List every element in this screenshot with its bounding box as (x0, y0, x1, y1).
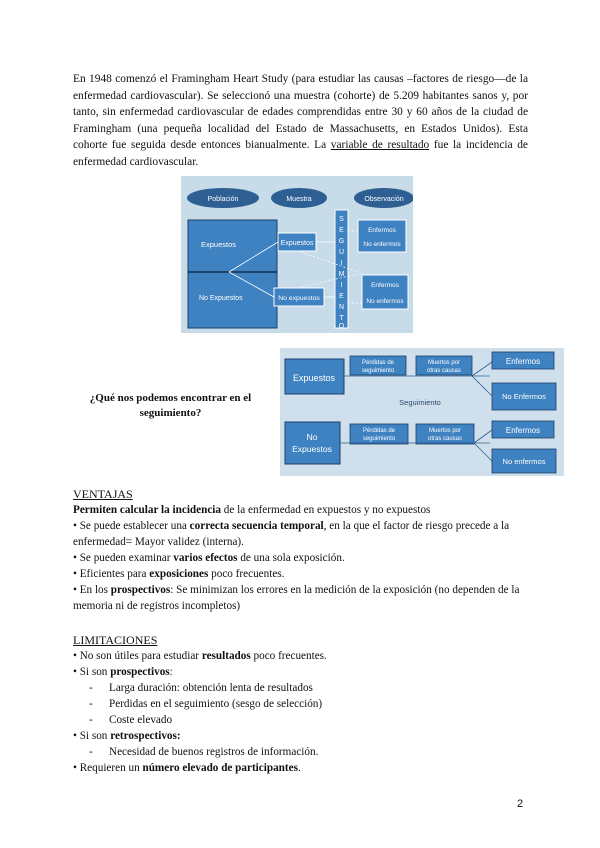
sick-label-bottom: Enfermos (505, 426, 541, 435)
unexposed-box (285, 422, 340, 464)
cohort-diagram (181, 176, 413, 333)
deaths-label-top: Muertos por (427, 360, 461, 366)
deaths-label-top-2: otras causas (426, 368, 462, 374)
advantage-item: Permiten calcular la incidencia de la enfermedad en expuestos y no expuestos (73, 504, 431, 516)
advantage-item: • Se puede establecer una correcta secuencia temporal, en la que el factor de riesgo precede a la enfermedad= Mayor validez (interna). (73, 520, 510, 548)
header-poblacion-label: Población (207, 196, 239, 203)
limitation-subitem: - Necesidad de buenos registros de información. (89, 746, 319, 758)
limitation-item: • Si son retrospectivos: (73, 730, 181, 742)
loss-label-top-2: seguimiento (361, 368, 395, 374)
population-unexposed-label: No Expuestos (199, 295, 243, 302)
exposed-label: Expuestos (292, 373, 336, 383)
header-observacion-label: Observación (364, 196, 404, 203)
limitations-title: LIMITACIONES (73, 633, 158, 647)
limitation-item: • Requieren un número elevado de participantes. (73, 762, 301, 774)
sick-label-top: Enfermos (505, 357, 541, 366)
followup-question: ¿Qué nos podemos encontrar en el seguimiento? (89, 392, 252, 419)
intro-text: En 1948 comenzó el Framingham Heart Study (para estudiar las causas –factores de riesgo—de la enfermedad cardiovascular). Se seleccionó una muestra (cohorte) de 5.209 habitantes sanos y, por tanto, sin enfermedad cardiovascular de edades comprendidas entre 30 y 60 años de la ciudad de Framingham (una pequeña localidad del Estado de Massachusetts, en Estados Unidos). Esta cohorte fue seguida desde entonces bianualmente. La (73, 73, 528, 151)
advantage-item: • En los prospectivos: Se minimizan los errores en la medición de la exposición (no dependen de la memoria ni de registros incompletos) (73, 584, 520, 612)
loss-label-top: Pérdidas de (361, 360, 395, 366)
outcome-exposed-notsick: No enfermos (363, 241, 401, 248)
notsick-label-top: No Enfermos (502, 392, 546, 401)
advantages-title: VENTAJAS (73, 487, 133, 501)
limitation-subitem: - Coste elevado (89, 714, 173, 726)
advantage-item: • Se pueden examinar varios efectos de una sola exposición. (73, 552, 345, 564)
followup-caption: Seguimiento (399, 398, 441, 407)
notsick-label-bottom: No enfermos (502, 457, 546, 466)
limitation-item: • Si son prospectivos: (73, 666, 173, 678)
loss-label-bottom: Pérdidas de (362, 428, 396, 434)
header-muestra-label: Muestra (286, 196, 312, 203)
intro-link-term: variable de resultado (330, 139, 430, 151)
followup-label: S E G U I M I E N T O (338, 216, 345, 330)
deaths-label-bottom: Muertos por (428, 428, 462, 434)
limitation-subitem: - Larga duración: obtención lenta de resultados (89, 682, 313, 694)
outcome-unexposed-notsick: No enfermos (366, 298, 404, 305)
loss-label-bottom-2: seguimiento (362, 436, 396, 442)
advantages-section (73, 486, 543, 614)
page-number: 2 (517, 798, 524, 810)
followup-diagram (280, 348, 564, 476)
sample-exposed-label: Expuestos (280, 240, 314, 247)
unexposed-label-1: No (306, 432, 318, 442)
limitation-subitem: - Perdidas en el seguimiento (sesgo de selección) (89, 698, 323, 710)
advantage-item: • Eficientes para exposiciones poco frecuentes. (73, 568, 285, 580)
limitation-item: • No son útiles para estudiar resultados poco frecuentes. (73, 650, 327, 662)
intro-tail: fue la incidencia de enfermedad cardiovascular. (73, 139, 528, 168)
limitations-section (73, 632, 543, 776)
unexposed-label-2: Expuestos (292, 444, 332, 454)
deaths-label-bottom-2: otras causas (427, 436, 463, 442)
intro-paragraph (73, 71, 528, 170)
outcome-exposed-sick: Enfermos (368, 227, 396, 234)
sample-unexposed-label: No expuestos (278, 295, 320, 302)
population-exposed-label: Expuestos (201, 240, 237, 249)
outcome-unexposed-sick: Enfermos (371, 282, 399, 289)
